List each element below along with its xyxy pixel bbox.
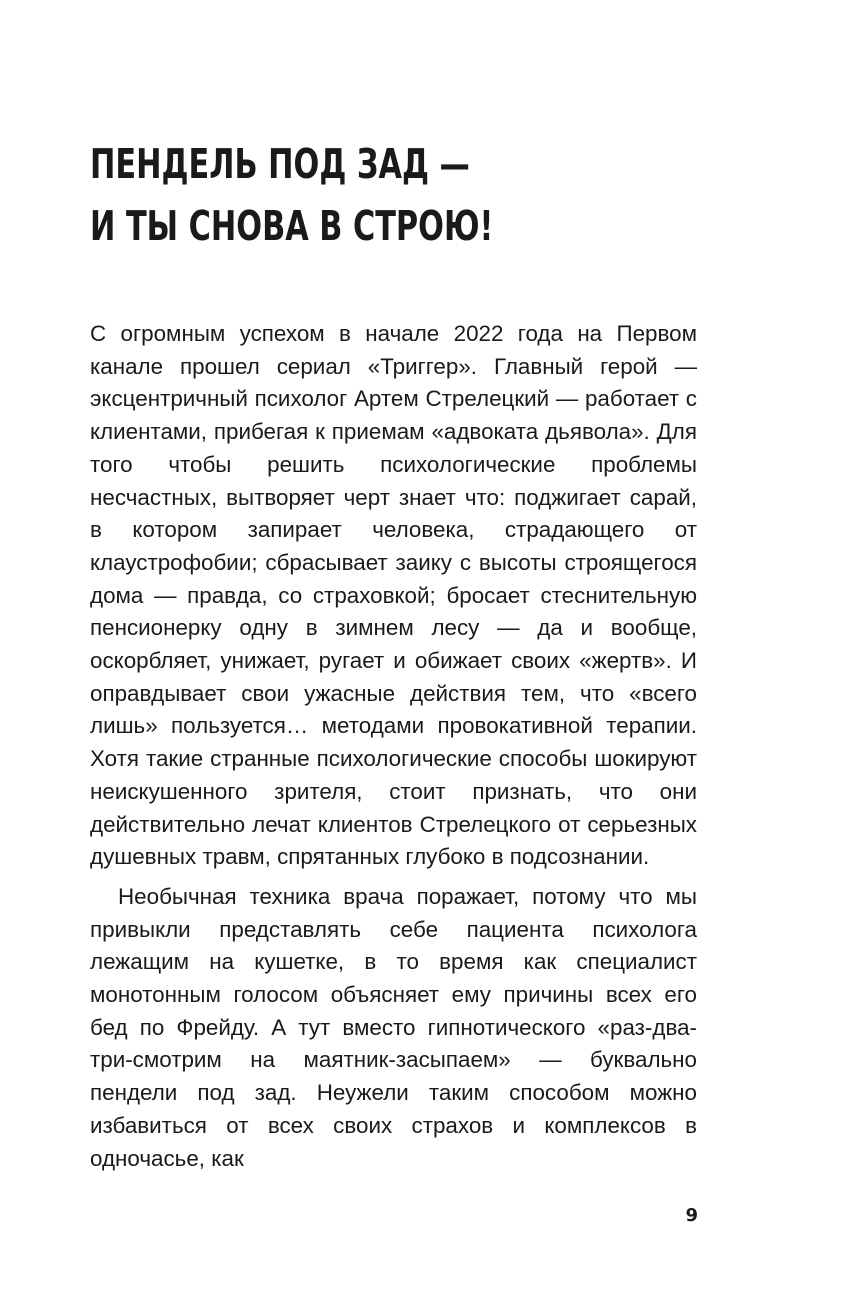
page-number: 9 xyxy=(685,1205,698,1226)
chapter-title-line-2: И ТЫ СНОВА В СТРОЮ! xyxy=(90,202,494,250)
body-text xyxy=(90,318,697,1175)
paragraph-2: Необычная техника врача поражает, потому что мы привыкли представлять себе пациента психолога лежащим на кушетке, в то время как специалист монотонным голосом объясняет ему причины всех его бед по Фрейду. А тут вместо гипнотического «раз-два-три-смотрим на маятник-засыпаем» — буквально пендели под зад. Неужели таким способом можно избавиться от всех своих страхов и комплексов в одночасье, как xyxy=(90,883,697,1171)
paragraph-1: С огромным успехом в начале 2022 года на Первом канале прошел сериал «Триггер». Главный герой — эксцентричный психолог Артем Стрелецкий — работает с клиентами, прибегая к приемам «адвоката дьявола». Для того чтобы решить психологические проблемы несчастных, вытворяет черт знает что: поджигает сарай, в котором запирает человека, страдающего от клаустрофобии; сбрасывает заику с высоты строящегося дома — правда, со страховкой; бросает стеснительную пенсионерку одну в зимнем лесу — да и вообще, оскорбляет, унижает, ругает и обижает своих «жертв». И оправдывает свои ужасные действия тем, что «всего лишь» пользуется… методами провокативной терапии. Хотя такие странные психологические способы шокируют неискушенного зрителя, стоит признать, что они действительно лечат клиентов Стрелецкого от серьезных душевных травм, спрятанных глубоко в подсознании. xyxy=(90,321,697,870)
chapter-title xyxy=(90,133,593,257)
chapter-title-line-1: ПЕНДЕЛЬ ПОД ЗАД — xyxy=(90,140,470,188)
